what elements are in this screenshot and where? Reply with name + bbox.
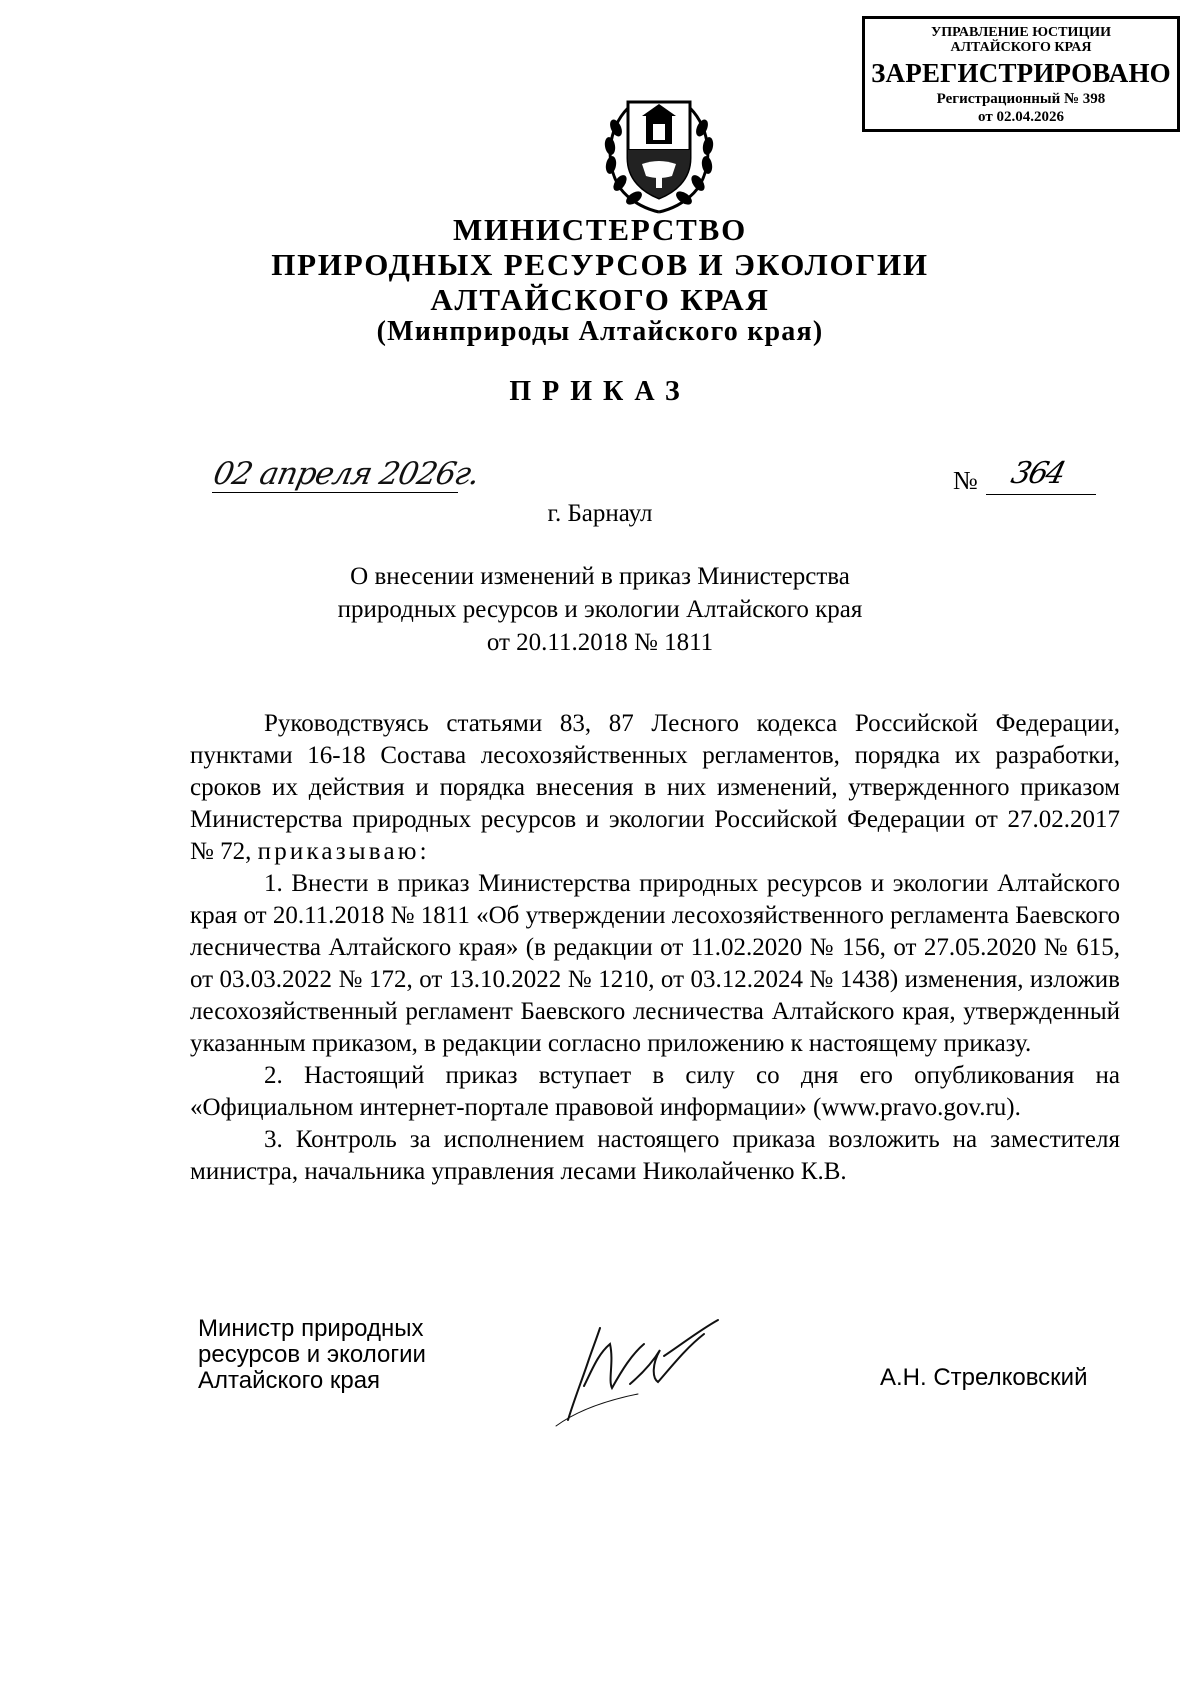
ministry-line2: ПРИРОДНЫХ РЕСУРСОВ И ЭКОЛОГИИ <box>271 247 929 282</box>
preamble-text: Руководствуясь статьями 83, 87 Лесного кодекса Российской Федерации, пунктами 16-18 Состава лесохозяйственных регламентов, порядка их разработки, сроков их действия и порядка внесения в них изменений, утвержденного приказом Министерства природных ресурсов и экологии Российской Федерации от 27.02.2017 № 72, <box>190 710 1120 865</box>
document-subject <box>0 560 1200 659</box>
preamble-paragraph <box>190 708 1120 868</box>
document-body <box>190 708 1120 1188</box>
decree-word: приказываю: <box>257 838 430 865</box>
signer-title-line1: Министр природных <box>198 1315 424 1342</box>
signer-title-line3: Алтайского края <box>198 1367 381 1394</box>
signer-title-line2: ресурсов и экологии <box>198 1341 426 1368</box>
signer-name: А.Н. Стрелковский <box>880 1364 1088 1391</box>
stamp-org-line1: УПРАВЛЕНИЕ ЮСТИЦИИ <box>931 25 1111 40</box>
subject-line1: О внесении изменений в приказ Министерства <box>350 563 850 590</box>
ministry-line1: МИНИСТЕРСТВО <box>452 212 748 247</box>
registration-stamp <box>862 16 1180 132</box>
stamp-org-line2: АЛТАЙСКОГО КРАЯ <box>950 40 1092 55</box>
stamp-status: ЗАРЕГИСТРИРОВАНО <box>871 58 1171 88</box>
date-underline <box>212 492 458 493</box>
number-label: № <box>953 466 978 495</box>
stamp-organization <box>865 25 1177 55</box>
stamp-reg-date: от 02.04.2026 <box>978 109 1064 125</box>
handwritten-signature <box>548 1300 748 1430</box>
handwritten-number: 364 <box>1007 456 1068 491</box>
item-1: 1. Внести в приказ Министерства природных ресурсов и экологии Алтайского края от 20.11.2018 № 1811 «Об утверждении лесохозяйственного регламента Баевского лесничества Алтайского края» (в редакции от 11.02.2020 № 156, от 27.05.2020 № 615, от 03.03.2022 № 172, от 13.10.2022 № 1210, от 03.12.2024 № 1438) изменения, изложив лесохозяйственный регламент Баевского лесничества Алтайского края, утвержденный указанным приказом, в редакции согласно приложению к настоящему приказу. <box>190 870 1120 1057</box>
coat-of-arms-icon <box>598 88 720 214</box>
number-underline <box>986 494 1096 495</box>
handwritten-date: 02 апреля 2026г. <box>210 456 483 492</box>
ministry-line3: АЛТАЙСКОГО КРАЯ <box>430 282 770 317</box>
signer-title <box>198 1316 426 1394</box>
ministry-name <box>0 212 1200 317</box>
item-3: 3. Контроль за исполнением настоящего приказа возложить на заместителя министра, начальника управления лесами Николайченко К.В. <box>190 1126 1120 1185</box>
subject-line2: природных ресурсов и экологии Алтайского края <box>337 596 863 623</box>
document-type: ПРИКАЗ <box>509 376 691 407</box>
subject-line3: от 20.11.2018 № 1811 <box>486 629 714 656</box>
stamp-reg-number: Регистрационный № 398 <box>936 91 1106 107</box>
city: г. Барнаул <box>547 500 653 527</box>
item-2: 2. Настоящий приказ вступает в силу со дня его опубликования на «Официальном интернет-портале правовой информации» (www.pravo.gov.ru). <box>190 1062 1120 1121</box>
ministry-short-name: (Минприроды Алтайского края) <box>376 316 824 347</box>
